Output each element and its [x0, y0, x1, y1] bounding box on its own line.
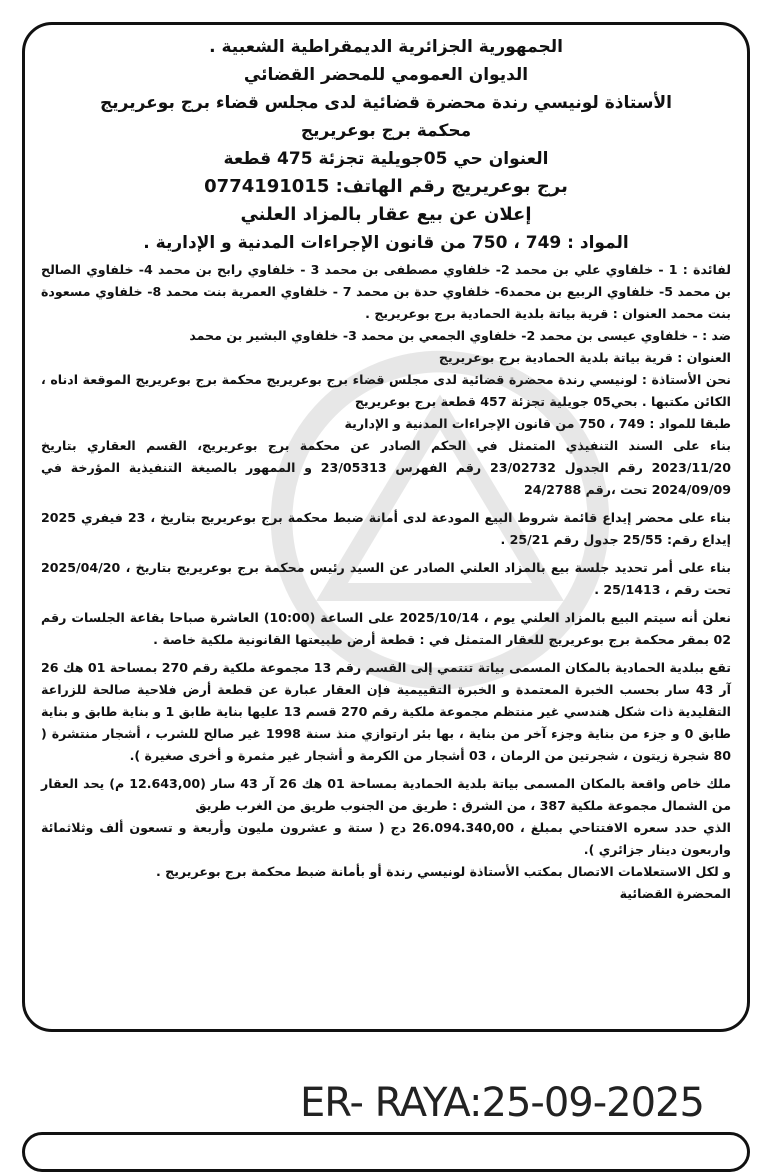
next-notice-frame: [22, 1132, 750, 1172]
header-office: الديوان العمومي للمحضر القضائي: [243, 65, 529, 85]
notice-frame: [22, 22, 750, 1032]
defendants-address: العنوان : قرية بياتة بلدية الحمادية برج بوعريريج: [438, 350, 731, 365]
beneficiaries: لفائدة : 1 - خلفاوي علي بن محمد 2- خلفاوي مصطفى بن محمد 3 - خلفاوي رابح بن محمد 4- خلفاوي الصالح بن محمد 5- خلفاوي الربيع بن محمد6- خلفاوي حدة بن محمد 7 - خلفاوي العمرية بنت محمد 8- خلفاوي مسعودة بنت محمد العنوان : قرية بياتة بلدية الحمادية برج بوعريريج .: [41, 262, 732, 321]
header-bailiff: الأستاذة لونيسي رندة محضرة قضائية لدى مجلس قضاء برج بوعريريج: [100, 93, 672, 113]
header-address: العنوان حي 05جويلية تجزئة 475 قطعة: [223, 149, 549, 169]
enforcement-title: بناء على السند التنفيذي المتمثل في الحكم الصادر عن محكمة برج بوعريريج، القسم العقاري بتاريخ 2023/11/20 رقم الجدول 23/02732 رقم الفهرس 23/05313 و الممهور بالصيغة التنفيذية المؤرخة في 2024/09/09 تحت ،رقم 24/2788: [41, 438, 731, 497]
publication-stamp: ER- RAYA:25-09-2025: [300, 1080, 704, 1126]
contact-info: و لكل الاستعلامات الاتصال بمكتب الأستاذة لونيسي رندة أو بأمانة ضبط محكمة برج بوعريريج .: [155, 864, 731, 879]
header-court: محكمة برج بوعريريج: [300, 121, 472, 141]
property-boundaries: ملك خاص واقعة بالمكان المسمى بياتة بلدية الحمادية بمساحة 01 هك 26 آر 43 سار (12.643,00 م) يحد العقار من الشمال مجموعة ملكية 387 ، من الشرق : طريق من الجنوب طريق من الغرب طريق: [41, 776, 732, 813]
property-description: تقع ببلدية الحمادية بالمكان المسمى بياتة تنتمي إلى القسم رقم 13 مجموعة ملكية رقم 270 بمساحة 01 هك 26 آر 43 سار بحسب الخبرة المعتمدة و الخبرة التقييمية فإن العقار عبارة عن قطعة أرض فلاحية صالحة للزراعة التقليدية ذات شكل هندسي غير منتظم مجموعة ملكية رقم 270 قسم 13 عليها بناية طابق 1 و بناية طابق و بناية طابق 0 و جزء من بناية وجزء آخر من بناية ، بها بئر ارتوازي منذ سنة 1998 غير صالح للشرب ، أشجار منتشرة ( 80 شجرة زيتون ، شجرتين من الرمان ، 03 أشجار من الكرمة و أشجار غير مثمرة و أخرى صغيرة ).: [41, 660, 732, 763]
sale-conditions: بناء على محضر إيداع قائمة شروط البيع المودعة لدى أمانة ضبط محكمة برج بوعريريج بتاريخ ، 23 فيفري 2025 إيداع رقم: 25/55 جدول رقم 25/21 .: [41, 510, 731, 547]
session-order: بناء على أمر تحديد جلسة بيع بالمزاد العلني الصادر عن السيد رئيس محكمة برج بوعريريج بتاريخ ، 2025/04/20 تحت رقم ، 25/1413 .: [41, 560, 731, 597]
signature-label: المحضرة القضائية: [619, 886, 731, 901]
legal-basis: طبقا للمواد : 749 ، 750 من قانون الإجراءات المدنية و الإدارية: [344, 416, 731, 431]
notice-title: إعلان عن بيع عقار بالمزاد العلني: [240, 204, 532, 225]
header-phone: برج بوعريريج رقم الهاتف: 0774191015: [204, 176, 568, 197]
legal-articles: المواد : 749 ، 750 من قانون الإجراءات المدنية و الإدارية .: [143, 233, 629, 253]
defendants: ضد : - خلفاوي عيسى بن محمد 2- خلفاوي الجمعي بن محمد 3- خلفاوي البشير بن محمد: [189, 328, 731, 343]
sale-announcement: نعلن أنه سيتم البيع بالمزاد العلني يوم ، 2025/10/14 على الساعة (10:00) العاشرة صباحا بقاعة الجلسات رقم 02 بمقر محكمة برج بوعريريج للعقار المتمثل في : قطعة أرض طبيعتها القانونية ملكية خاصة .: [41, 610, 731, 647]
opening-price: الذي حدد سعره الافتتاحي بمبلغ ، 26.094.340,00 دج ( ستة و عشرون مليون وأربعة و تسعون ألف وثلاثمائة واربعون دينار جزائري ).: [41, 820, 732, 857]
bailiff-statement: نحن الأستاذة : لونيسي رندة محضرة قضائية لدى مجلس قضاء برج بوعريريج محكمة برج بوعريريج الموقعة ادناه ، الكائن مكتبها . بحي05 جويلية تجزئة 457 قطعة برج بوعريريج: [41, 372, 731, 409]
notice-body: [41, 259, 731, 905]
header-republic: الجمهورية الجزائرية الديمقراطية الشعبية .: [209, 37, 563, 57]
